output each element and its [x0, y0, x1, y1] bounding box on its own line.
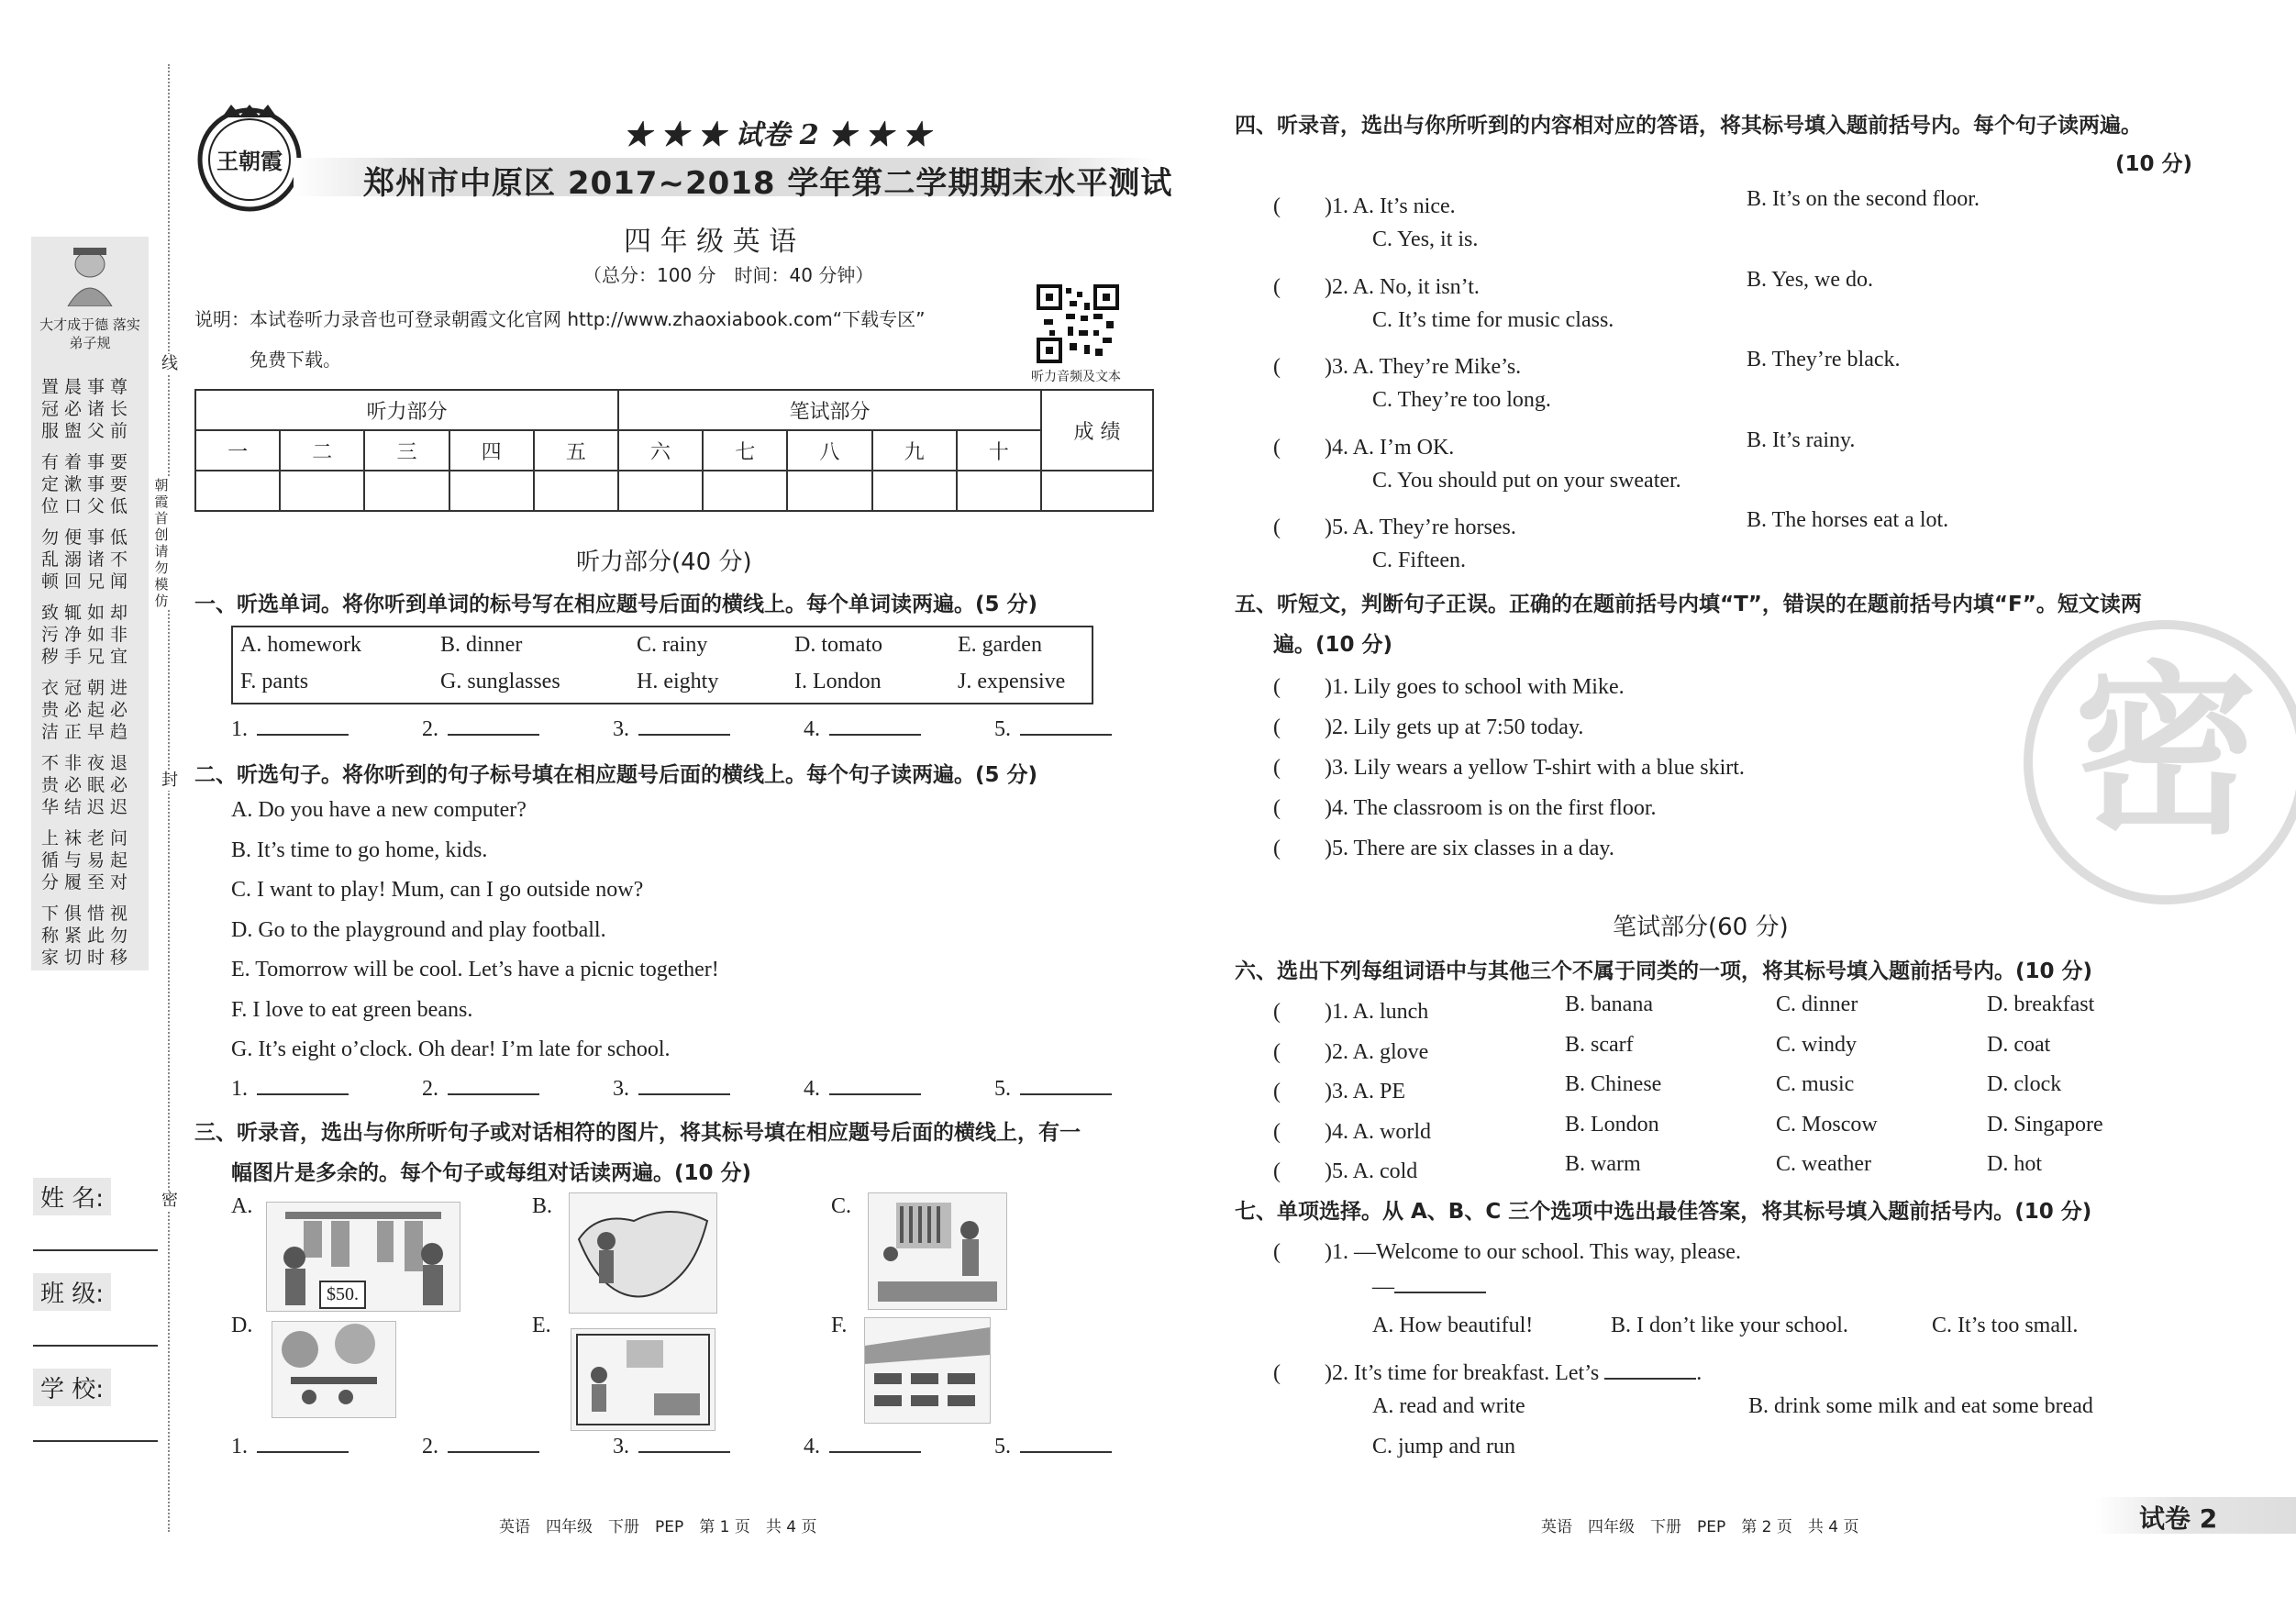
price-tag: $50.: [319, 1281, 366, 1309]
blank-number: 2.: [422, 1435, 438, 1458]
blank-number: 1.: [231, 717, 248, 741]
q4-item-a: ( )5. A. They’re horses.: [1273, 516, 1516, 539]
blank-number: 2.: [422, 1077, 438, 1101]
q4-item-b: B. The horses eat a lot.: [1747, 508, 1949, 532]
q7-item2-opt-a: A. read and write: [1372, 1394, 1525, 1418]
proverb-line: 顿回兄闻: [40, 571, 133, 592]
q5-prompt-line1: 五、听短文，判断句子正误。正确的在题前括号内填“T”，错误的在题前括号内填“F”。短文读两: [1235, 593, 2142, 616]
col-header: 十: [957, 430, 1041, 471]
col-header: 六: [618, 430, 703, 471]
writing-title: 笔试部分(60 分): [1613, 914, 1789, 941]
blank-number: 1.: [231, 1077, 248, 1101]
q7-item2-opt-c: C. jump and run: [1372, 1435, 1515, 1458]
proverb-line: 污净如非: [40, 625, 133, 645]
answer-blank[interactable]: [257, 1433, 349, 1453]
q4-item-b: B. They’re black.: [1747, 348, 1901, 372]
answer-blank[interactable]: [448, 715, 539, 736]
answer-blank[interactable]: [257, 715, 349, 736]
q2-prompt: 二、听选句子。将你听到的句子标号填在相应题号后面的横线上。每个句子读两遍。(5 分): [194, 763, 1038, 787]
q4-item-a: ( )4. A. I’m OK.: [1273, 435, 1455, 460]
proverb-line: 置晨事尊: [40, 377, 133, 397]
proverb-line: 致辄如却: [40, 603, 133, 623]
proverb-line: 贵必眠必: [40, 775, 133, 795]
q6-option: B. warm: [1565, 1152, 1641, 1176]
q6-option: C. Moscow: [1776, 1112, 1878, 1137]
q7-item2-stem: ( )2. It’s time for breakfast. Let’s .: [1273, 1361, 1703, 1385]
proverb-line: 秽手兄宜: [40, 647, 133, 667]
picture-f-classroom[interactable]: [864, 1317, 991, 1424]
q6-option: C. windy: [1776, 1032, 1858, 1057]
q6-option: D. Singapore: [1987, 1112, 2103, 1137]
picture-label: C.: [831, 1194, 852, 1218]
picture-b-map[interactable]: [569, 1192, 717, 1314]
class-label: 班 级:: [33, 1273, 111, 1311]
q4-item-b: B. It’s on the second floor.: [1747, 187, 1980, 211]
proverb-line: 服盥父前: [40, 421, 133, 441]
proverb-line: 家切时移: [40, 948, 133, 968]
score-cell[interactable]: [618, 471, 703, 511]
blank-number: 3.: [613, 1077, 629, 1101]
score-cell[interactable]: [957, 471, 1041, 511]
name-field[interactable]: [33, 1249, 158, 1251]
sentence-option: C. I want to play! Mum, can I go outside now?: [231, 878, 644, 902]
score-cell[interactable]: [787, 471, 871, 511]
binding-mark-seal: 封: [159, 771, 181, 791]
blank-row: [994, 715, 1112, 742]
blank-number: 5.: [994, 1435, 1011, 1458]
answer-blank[interactable]: [1604, 1359, 1696, 1380]
word-option: F. pants: [240, 670, 309, 693]
q7-item1-opt-a: A. How beautiful!: [1372, 1314, 1534, 1337]
q6-option: C. weather: [1776, 1152, 1871, 1176]
binding-mark-secret: 密: [159, 1191, 181, 1211]
blank-number: 2.: [422, 717, 438, 741]
binding-mark-line: 线: [159, 354, 181, 374]
col-header: 三: [364, 430, 449, 471]
answer-blank[interactable]: [1020, 1433, 1112, 1453]
answer-blank[interactable]: [448, 1433, 539, 1453]
proverb-line: 有着事要: [40, 452, 133, 472]
school-label: 学 校:: [33, 1369, 111, 1406]
proverb-line: 勿便事低: [40, 527, 133, 548]
proverb-line: 称紧此勿: [40, 926, 133, 946]
footer-left: 英语 四年级 下册 PEP 第 1 页 共 4 页: [499, 1518, 817, 1536]
q7-item1-opt-c: C. It’s too small.: [1932, 1314, 2079, 1337]
answer-blank[interactable]: [829, 715, 921, 736]
writing-header: 笔试部分: [618, 390, 1041, 430]
q4-item-a: ( )2. A. No, it isn’t.: [1273, 274, 1480, 299]
subject-title: 四 年 级 英 语: [624, 226, 797, 258]
q6-option: D. clock: [1987, 1072, 2062, 1096]
q4-item-a: ( )3. A. They’re Mike’s.: [1273, 355, 1522, 379]
q1-prompt: 一、听选单词。将你听到单词的标号写在相应题号后面的横线上。每个单词读两遍。(5 分): [194, 593, 1038, 616]
q6-option: ( )5. A. cold: [1273, 1159, 1418, 1183]
q5-item: ( )1. Lily goes to school with Mike.: [1273, 675, 1625, 699]
word-option: D. tomato: [794, 633, 882, 657]
q4-item-b: B. It’s rainy.: [1747, 427, 1856, 452]
binding-line: [168, 64, 170, 1532]
q6-option: C. music: [1776, 1072, 1855, 1096]
footer-right: 英语 四年级 下册 PEP 第 2 页 共 4 页: [1541, 1518, 1859, 1536]
answer-blank[interactable]: [638, 1075, 730, 1095]
star-icon: ★ ★ ★: [624, 119, 736, 151]
blank-row: [422, 1433, 539, 1459]
score-cell[interactable]: [364, 471, 449, 511]
note-line1: 说明：本试卷听力录音也可登录朝霞文化官网 http://www.zhaoxiabook.com“下载专区”: [194, 308, 926, 330]
q3-prompt-line1: 三、听录音，选出与你所听句子或对话相符的图片，将其标号填在相应题号后面的横线上，有一: [194, 1121, 1081, 1145]
sentence-option: D. Go to the playground and play football.: [231, 917, 606, 942]
picture-d-picnic[interactable]: [272, 1321, 396, 1418]
series-label: ★ ★ ★ 试卷 2 ★ ★ ★: [624, 119, 931, 151]
word-option: B. dinner: [440, 633, 523, 657]
proverb-line: 上袜老问: [40, 828, 133, 848]
score-cell[interactable]: [449, 471, 534, 511]
blank-number: 4.: [804, 1077, 820, 1101]
school-field[interactable]: [33, 1440, 158, 1442]
proverb-line: 贵必起必: [40, 700, 133, 720]
binding-mark-note: 朝霞首创 请勿模仿: [152, 477, 171, 609]
q7-item1-opt-b: B. I don’t like your school.: [1611, 1314, 1848, 1337]
blank-number: 5.: [994, 717, 1011, 741]
answer-blank[interactable]: [638, 715, 730, 736]
q4-item-b: B. Yes, we do.: [1747, 267, 1874, 292]
q4-item-a: ( )1. A. It’s nice.: [1273, 194, 1456, 218]
answer-blank[interactable]: [1020, 715, 1112, 736]
blank-row: [422, 715, 539, 742]
word-option: A. homework: [240, 633, 361, 657]
listening-header: 听力部分: [195, 390, 618, 430]
blank-row: [231, 715, 349, 742]
score-cell[interactable]: [703, 471, 787, 511]
blank-row: [804, 715, 921, 742]
blank-row: [804, 1433, 921, 1459]
score-cell[interactable]: [280, 471, 364, 511]
q6-option: ( )2. A. glove: [1273, 1039, 1429, 1064]
secret-stamp: 密: [2024, 620, 2296, 904]
proverb-line: 洁正早趋: [40, 722, 133, 742]
q4-prompt: 四、听录音，选出与你所听到的内容相对应的答语，将其标号填入题前括号内。每个句子读两遍。: [1235, 114, 2142, 138]
answer-blank[interactable]: [829, 1433, 921, 1453]
q6-option: D. hot: [1987, 1152, 2042, 1176]
blank-row: [422, 1075, 539, 1102]
q6-option: C. dinner: [1776, 993, 1858, 1016]
name-label: 姓 名:: [33, 1178, 111, 1215]
proverb-line: 下俱惜视: [40, 904, 133, 924]
proverb-line: 冠必诸长: [40, 399, 133, 419]
blank-number: 3.: [613, 1435, 629, 1458]
q4-score: (10 分): [2115, 152, 2193, 176]
answer-blank[interactable]: [1020, 1075, 1112, 1095]
q7-item1-reply: —: [1372, 1273, 1486, 1300]
q6-prompt: 六、选出下列每组词语中与其他三个不属于同类的一项，将其标号填入题前括号内。(10 分): [1235, 959, 2093, 983]
blank-row: [994, 1433, 1112, 1459]
q4-item-c: C. Fifteen.: [1372, 549, 1466, 572]
answer-blank[interactable]: [829, 1075, 921, 1095]
answer-blank[interactable]: [448, 1075, 539, 1095]
q4-item-c: C. Yes, it is.: [1372, 227, 1479, 251]
word-option: C. rainy: [637, 633, 708, 657]
sentence-option: G. It’s eight o’clock. Oh dear! I’m late for school.: [231, 1037, 671, 1061]
col-header: 八: [787, 430, 871, 471]
q4-item-c: C. You should put on your sweater.: [1372, 468, 1681, 493]
answer-blank[interactable]: [257, 1075, 349, 1095]
q6-option: ( )1. A. lunch: [1273, 1000, 1429, 1024]
blank-row: [231, 1075, 349, 1102]
q5-prompt-line2: 遍。(10 分): [1273, 633, 1393, 657]
col-header: 一: [195, 430, 280, 471]
col-header: 九: [872, 430, 957, 471]
proverb-line: 乱溺诸不: [40, 549, 133, 570]
word-option: E. garden: [958, 633, 1042, 657]
word-option: H. eighty: [637, 670, 719, 693]
qr-caption: 听力音频及文本: [1031, 370, 1121, 384]
q6-option: ( )3. A. PE: [1273, 1080, 1405, 1103]
proverb-line: 不非夜退: [40, 753, 133, 773]
q7-item2-opt-b: B. drink some milk and eat some bread: [1748, 1394, 2093, 1418]
score-table: [194, 389, 1154, 512]
proverb-line: 位口父低: [40, 496, 133, 516]
blank-row: [613, 1075, 730, 1102]
blank-row: [613, 715, 730, 742]
picture-label: E.: [532, 1314, 551, 1337]
picture-label: B.: [532, 1194, 553, 1218]
exam-title: 郑州市中原区 2017~2018 学年第二学期期末水平测试: [363, 165, 1173, 202]
proverb-line: 循与易起: [40, 850, 133, 871]
blank-number: 4.: [804, 1435, 820, 1458]
q6-option: B. scarf: [1565, 1032, 1634, 1057]
score-cell[interactable]: [872, 471, 957, 511]
blank-row: [231, 1433, 349, 1459]
answer-blank[interactable]: [1394, 1273, 1486, 1293]
picture-e-home[interactable]: [571, 1328, 715, 1431]
blank-number: 4.: [804, 717, 820, 741]
blank-number: 3.: [613, 717, 629, 741]
col-header: 二: [280, 430, 364, 471]
q5-item: ( )4. The classroom is on the first floor.: [1273, 796, 1657, 820]
sentence-option: F. I love to eat green beans.: [231, 997, 473, 1022]
col-header: 七: [703, 430, 787, 471]
mascot-icon: [59, 242, 121, 306]
q6-option: B. London: [1565, 1112, 1659, 1137]
score-cell[interactable]: [534, 471, 618, 511]
blank-row: [613, 1433, 730, 1459]
proverb-line: 分履至对: [40, 872, 133, 893]
exam-meta: （总分：100 分 时间：40 分钟）: [583, 264, 874, 286]
proverb-line: 华结迟迟: [40, 797, 133, 817]
strip-caption: 大才成于德 落实弟子规: [39, 316, 140, 351]
picture-label: D.: [231, 1314, 253, 1337]
q3-prompt-line2: 幅图片是多余的。每个句子或每组对话读两遍。(10 分): [231, 1161, 752, 1185]
corner-label: 试卷 2: [2139, 1503, 2218, 1534]
answer-blank[interactable]: [638, 1433, 730, 1453]
score-cell[interactable]: [195, 471, 280, 511]
q5-item: ( )3. Lily wears a yellow T-shirt with a blue skirt.: [1273, 756, 1745, 780]
blank-row: [994, 1075, 1112, 1102]
total-header: 成 绩: [1041, 390, 1153, 471]
col-header: 四: [449, 430, 534, 471]
q6-option: D. coat: [1987, 1032, 2051, 1057]
q6-option: D. breakfast: [1987, 993, 2095, 1016]
word-option: I. London: [794, 670, 882, 693]
picture-c-shop[interactable]: [868, 1192, 1007, 1310]
star-icon: ★ ★ ★: [818, 119, 931, 151]
class-field[interactable]: [33, 1345, 158, 1347]
q4-item-c: C. It’s time for music class.: [1372, 307, 1614, 332]
q6-option: ( )4. A. world: [1273, 1119, 1431, 1144]
qr-code[interactable]: [1037, 284, 1119, 363]
note-line2: 免费下载。: [250, 349, 341, 371]
blank-number: 1.: [231, 1435, 248, 1458]
q5-item: ( )2. Lily gets up at 7:50 today.: [1273, 715, 1584, 739]
q5-item: ( )5. There are six classes in a day.: [1273, 837, 1614, 860]
picture-label: F.: [831, 1314, 848, 1337]
q4-item-c: C. They’re too long.: [1372, 388, 1551, 412]
q6-option: B. Chinese: [1565, 1072, 1662, 1096]
q7-item1-stem: ( )1. —Welcome to our school. This way, please.: [1273, 1240, 1741, 1264]
proverb-line: 定漱事要: [40, 474, 133, 494]
blank-row: [804, 1075, 921, 1102]
listening-title: 听力部分(40 分): [576, 549, 752, 576]
picture-label: A.: [231, 1194, 253, 1218]
word-option: J. expensive: [958, 670, 1066, 693]
proverb-line: 衣冠朝进: [40, 678, 133, 698]
sentence-option: A. Do you have a new computer?: [231, 798, 527, 822]
col-header: 五: [534, 430, 618, 471]
sentence-option: B. It’s time to go home, kids.: [231, 837, 488, 862]
sentence-option: E. Tomorrow will be cool. Let’s have a picnic together!: [231, 958, 719, 981]
logo: [194, 105, 305, 215]
logo-text: 王朝霞: [216, 148, 283, 174]
q7-prompt: 七、单项选择。从 A、B、C 三个选项中选出最佳答案，将其标号填入题前括号内。(10 分): [1235, 1200, 2092, 1224]
word-option: G. sunglasses: [440, 670, 560, 693]
blank-number: 5.: [994, 1077, 1011, 1101]
score-cell[interactable]: [1041, 471, 1153, 511]
q6-option: B. banana: [1565, 993, 1653, 1016]
